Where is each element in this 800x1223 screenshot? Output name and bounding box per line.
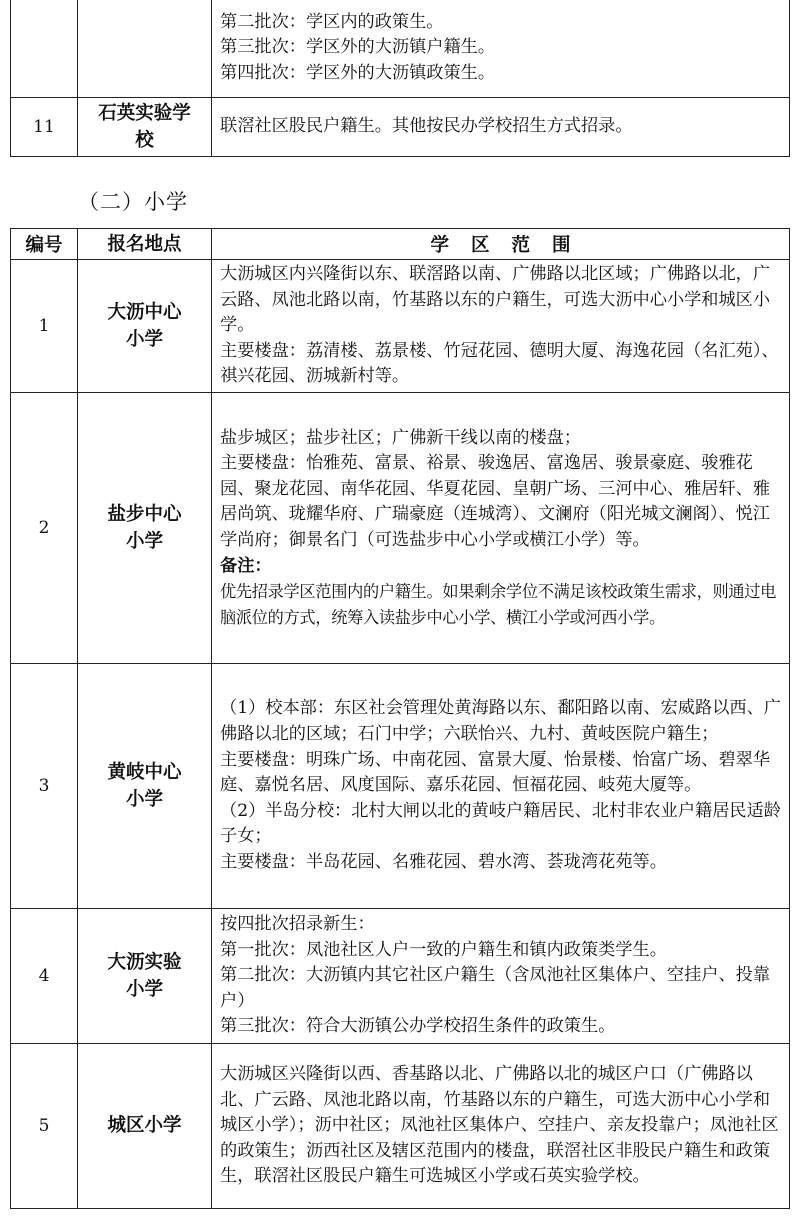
area-paragraph: 大沥城区兴隆街以西、香基路以北、广佛路以北的城区户口（广佛路以北、广云路、凤池北路以南，竹基路以东的户籍生，可选大沥中心小学和城区小学）；沥中社区；凤池社区集体户、空挂户、亲友投靠户；凤池社区的政策生；沥西社区及辖区范围内的楼盘，联滘社区非股民户籍生和政策生，联滘社区股民户籍生可选城区小学或石英实验学校。 xyxy=(220,1063,779,1187)
row-number-cell xyxy=(11,0,78,98)
top-table xyxy=(10,0,790,157)
area-line: 第三批次：学区外的大沥镇户籍生。 xyxy=(220,37,496,58)
area-paragraph: （2）半岛分校：北村大闸以北的黄岐户籍居民、北村非农业户籍居民适龄子女； xyxy=(220,800,781,847)
row-number-cell xyxy=(11,908,78,1043)
section-heading: （二）小学 xyxy=(78,190,188,214)
table-row xyxy=(11,98,790,157)
row-number-cell xyxy=(11,1043,78,1208)
row-number: 2 xyxy=(38,517,50,538)
table-row xyxy=(11,0,790,98)
row-number-cell xyxy=(11,392,78,663)
header-area: 学区范围 xyxy=(212,229,790,260)
area-paragraph: 第三批次：符合大沥镇公办学校招生条件的政策生。 xyxy=(220,1016,616,1037)
area-paragraph: 按四批次招录新生： xyxy=(220,913,375,934)
location-name-line2: 小学 xyxy=(125,788,163,810)
area-paragraph: 主要楼盘：荔清楼、荔景楼、竹冠花园、德明大厦、海逸花园（名汇苑）、祺兴花园、沥城新村等。 xyxy=(220,340,779,387)
location-cell xyxy=(78,663,212,908)
location-cell xyxy=(78,260,212,393)
row-number-cell xyxy=(11,260,78,393)
area-cell xyxy=(212,98,790,157)
location-name-line1: 城区小学 xyxy=(107,1115,182,1137)
area-cell xyxy=(212,0,790,98)
table-row xyxy=(11,392,790,663)
note-text: 优先招录学区范围内的户籍生。如果剩余学位不满足该校政策生需求，则通过电脑派位的方式，统筹入读盐步中心小学、横江小学或河西小学。 xyxy=(220,582,777,627)
location-name-line1: 盐步中心 xyxy=(107,503,182,525)
area-line: 第二批次：学区内的政策生。 xyxy=(220,11,444,32)
location-name-line1: 黄岐中心 xyxy=(107,761,182,783)
table-header-row xyxy=(11,229,790,260)
location-name-line1: 大沥实验 xyxy=(107,951,182,973)
location-cell xyxy=(78,1043,212,1208)
location-name-line1: 大沥中心 xyxy=(107,301,182,323)
location-name-line2: 小学 xyxy=(125,328,163,350)
row-number: 3 xyxy=(38,775,50,796)
area-paragraph: 主要楼盘：怡雅苑、富景、裕景、骏逸居、富逸居、骏景豪庭、骏雅花园、聚龙花园、南华花园、华夏花园、皇朝广场、三河中心、雅居轩、雅居尚筑、珑耀华府、广瑞豪庭（连城湾）、文澜府（阳光城文澜阁）、悦江学尚府；御景名门（可选盐步中心小学或横江小学）等。 xyxy=(220,453,771,550)
primary-school-table xyxy=(10,228,790,1209)
table-row xyxy=(11,1043,790,1208)
header-location: 报名地点 xyxy=(78,229,212,260)
location-cell xyxy=(78,392,212,663)
area-cell xyxy=(212,908,790,1043)
location-name-line2: 校 xyxy=(135,130,154,151)
area-paragraph: （1）校本部：东区社会管理处黄海路以东、鄱阳路以南、宏威路以西、广佛路以北的区域；石门中学；六联怡兴、九村、黄岐医院户籍生； xyxy=(220,698,781,744)
area-cell xyxy=(212,392,790,663)
area-paragraph: 第一批次：凤池社区人户一致的户籍生和镇内政策类学生。 xyxy=(220,939,667,960)
area-cell xyxy=(212,1043,790,1208)
area-text: 联滘社区股民户籍生。其他按民办学校招生方式招录。 xyxy=(220,116,633,137)
row-number: 4 xyxy=(38,965,50,986)
area-paragraph: 盐步城区；盐步社区；广佛新干线以南的楼盘； xyxy=(220,427,581,448)
row-number: 5 xyxy=(38,1115,50,1136)
row-number: 1 xyxy=(38,315,50,336)
area-paragraph: 大沥城区内兴隆街以东、联滘路以南、广佛路以北区域；广佛路以北，广云路、凤池北路以南，竹基路以东的户籍生，可选大沥中心小学和城区小学。 xyxy=(220,264,771,336)
table-row xyxy=(11,663,790,908)
location-name-line2: 小学 xyxy=(125,530,163,552)
area-cell xyxy=(212,260,790,393)
header-number: 编号 xyxy=(11,229,78,260)
area-paragraph: 主要楼盘：明珠广场、中南花园、富景大厦、怡景楼、怡富广场、碧翠华庭、嘉悦名居、风度国际、嘉乐花园、恒福花园、岐苑大厦等。 xyxy=(220,749,771,796)
area-cell xyxy=(212,663,790,908)
note-label: 备注： xyxy=(220,555,272,576)
location-cell xyxy=(78,98,212,157)
area-line: 第四批次：学区外的大沥镇政策生。 xyxy=(220,62,496,83)
location-cell xyxy=(78,908,212,1043)
table-row xyxy=(11,908,790,1043)
location-name-line1: 石英实验学 xyxy=(98,103,191,124)
location-name-line2: 小学 xyxy=(125,978,163,1000)
area-paragraph: 主要楼盘：半岛花园、名雅花园、碧水湾、荟珑湾花苑等。 xyxy=(220,851,667,872)
location-cell xyxy=(78,0,212,98)
area-paragraph: 第二批次：大沥镇内其它社区户籍生（含凤池社区集体户、空挂户、投靠户） xyxy=(220,965,771,1011)
row-number-cell xyxy=(11,98,78,157)
row-number: 11 xyxy=(33,117,55,137)
row-number-cell xyxy=(11,663,78,908)
table-row xyxy=(11,260,790,393)
